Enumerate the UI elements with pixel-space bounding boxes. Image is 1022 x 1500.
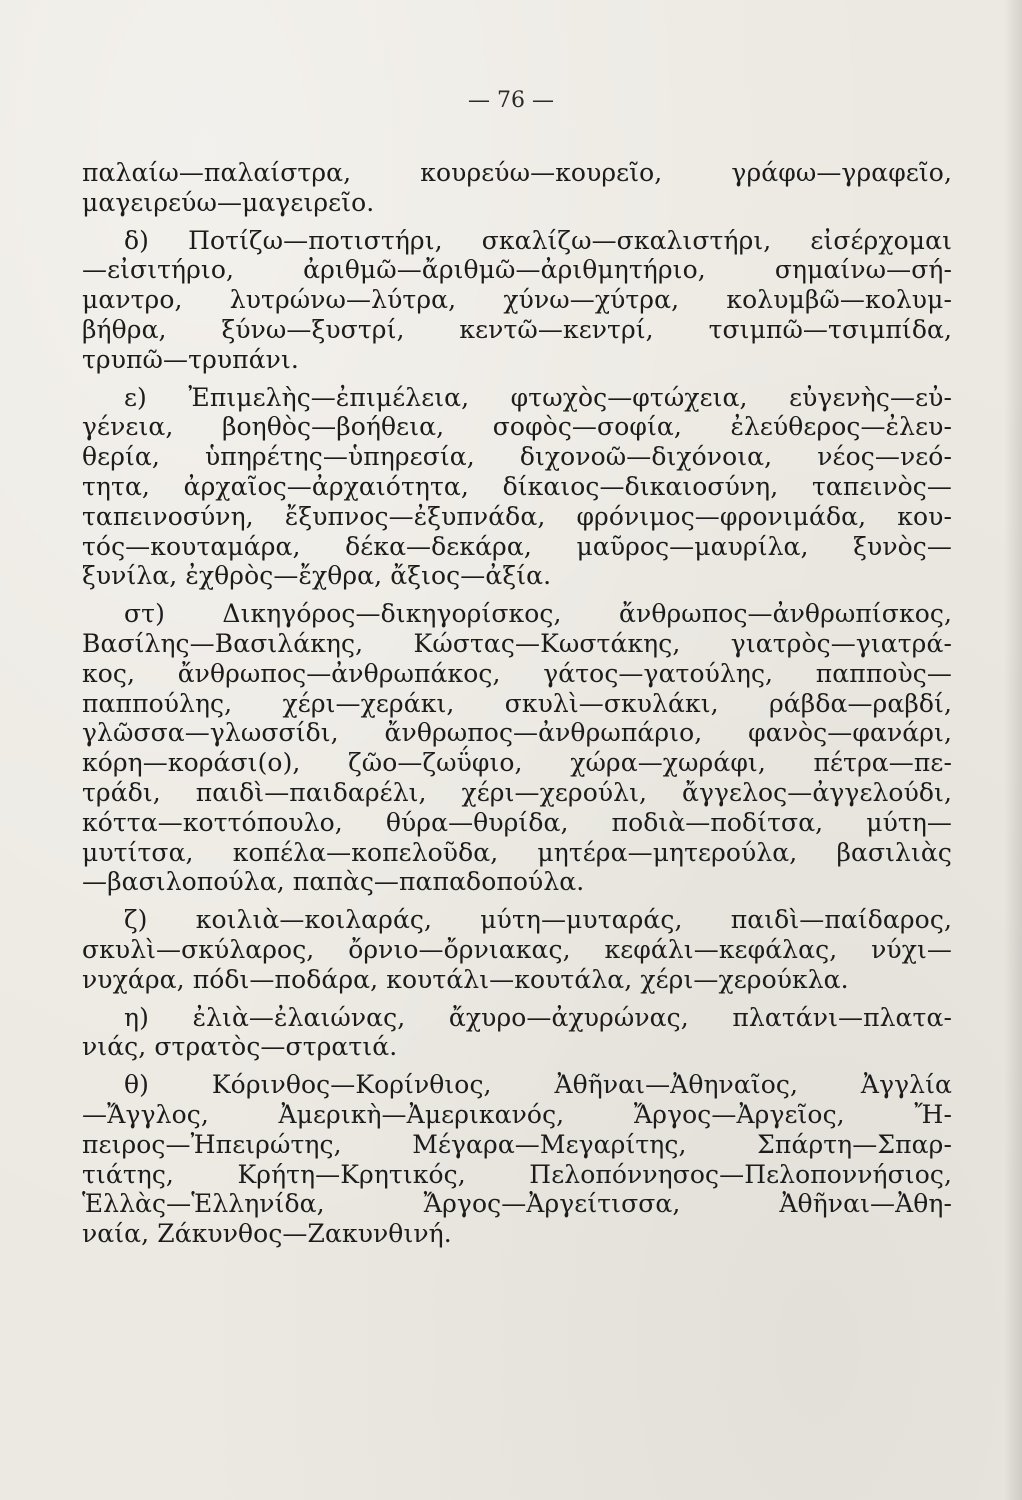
- text-line: —εἰσιτήριο, ἀριθμῶ—ἄριθμῶ—ἀριθμητήριο, σημαίνω—σή-: [82, 255, 952, 285]
- paragraph-zeta: [82, 905, 952, 994]
- text-line: κος, ἄνθρωπος—ἀνθρωπάκος, γάτος—γατούλης, παπποὺς—: [82, 658, 952, 688]
- text-line: κόρη—κοράσι(ο), ζῶο—ζωΰφιο, χώρα—χωράφι, πέτρα—πε-: [82, 748, 952, 778]
- text-line: γλῶσσα—γλωσσίδι, ἄνθρωπος—ἀνθρωπάριο, φανὸς—φανάρι,: [82, 718, 952, 748]
- paragraph-eta: [82, 1003, 952, 1063]
- text-line: ζ) κοιλιὰ—κοιλαράς, μύτη—μυταράς, παιδὶ—παίδαρος,: [124, 905, 952, 935]
- text-line: παππούλης, χέρι—χεράκι, σκυλὶ—σκυλάκι, ράβδα—ραβδί,: [82, 688, 952, 718]
- text-line: παλαίω—παλαίστρα, κουρεύω—κουρεῖο, γράφω—γραφεῖο,: [82, 158, 952, 187]
- text-line: τητα, ἀρχαῖος—ἀρχαιότητα, δίκαιος—δικαιοσύνη, ταπεινὸς—: [82, 471, 952, 501]
- text-line: μαντρο, λυτρώνω—λύτρα, χύνω—χύτρα, κολυμβῶ—κολυμ-: [82, 285, 952, 315]
- text-line: νυχάρα, πόδι—ποδάρα, κουτάλι—κουτάλα, χέρι—χερούκλα.: [82, 964, 849, 994]
- text-line: βήθρα, ξύνω—ξυστρί, κεντῶ—κεντρί, τσιμπῶ—τσιμπίδα,: [82, 314, 952, 344]
- text-line: μαγειρεύω—μαγειρεῖο.: [82, 187, 375, 217]
- text-line: η) ἐλιὰ—ἐλαιώνας, ἄχυρο—ἀχυρώνας, πλατάνι—πλατα-: [124, 1002, 952, 1032]
- paragraph-theta: [82, 1070, 952, 1249]
- text-line: τιάτης, Κρήτη—Κρητικός, Πελοπόννησος—Πελοποννήσιος,: [82, 1159, 952, 1189]
- paragraph-delta: [82, 226, 952, 375]
- text-line: στ) Δικηγόρος—δικηγορίσκος, ἄνθρωπος—ἀνθρωπίσκος,: [124, 599, 952, 629]
- paragraph-stigma: [82, 599, 952, 897]
- text-line: γένεια, βοηθὸς—βοήθεια, σοφὸς—σοφία, ἐλεύθερος—ἐλευ-: [82, 412, 952, 442]
- text-line: δ) Ποτίζω—ποτιστήρι, σκαλίζω—σκαλιστήρι, εἰσέρχομαι: [124, 225, 952, 255]
- paragraph-epsilon: [82, 383, 952, 592]
- page-number: — 76 —: [468, 88, 554, 113]
- text-line: κόττα—κοττόπουλο, θύρα—θυρίδα, ποδιὰ—ποδίτσα, μύτη—: [82, 807, 952, 837]
- text-line: νιάς, στρατὸς—στρατιά.: [82, 1032, 398, 1062]
- text-line: —Ἄγγλος, Ἀμερικὴ—Ἀμερικανός, Ἄργος—Ἀργεῖος, Ἤ-: [82, 1099, 952, 1129]
- text-line: ταπεινοσύνη, ἔξυπνος—ἐξυπνάδα, φρόνιμος—φρονιμάδα, κου-: [82, 501, 952, 531]
- text-line: ναία, Ζάκυνθος—Ζακυνθινή.: [82, 1219, 452, 1249]
- text-line: Ἑλλὰς—Ἑλληνίδα, Ἄργος—Ἀργείτισσα, Ἀθῆναι—Ἀθη-: [82, 1189, 952, 1219]
- text-line: μυτίτσα, κοπέλα—κοπελοῦδα, μητέρα—μητερούλα, βασιλιὰς: [82, 837, 952, 867]
- text-line: ε) Ἐπιμελὴς—ἐπιμέλεια, φτωχὸς—φτώχεια, εὐγενὴς—εὐ-: [124, 382, 952, 412]
- text-line: θ) Κόρινθος—Κορίνθιος, Ἀθῆναι—Ἀθηναῖος, Ἀγγλία: [124, 1070, 952, 1100]
- text-line: ξυνίλα, ἐχθρὸς—ἔχθρα, ἄξιος—ἀξία.: [82, 561, 552, 591]
- text-line: τρυπῶ—τρυπάνι.: [82, 344, 299, 374]
- text-line: πειρος—Ἠπειρώτης, Μέγαρα—Μεγαρίτης, Σπάρτη—Σπαρ-: [82, 1129, 952, 1159]
- page-edge-shadow: [1004, 0, 1022, 1500]
- text-line: τός—κουταμάρα, δέκα—δεκάρα, μαῦρος—μαυρίλα, ξυνὸς—: [82, 531, 952, 561]
- paragraph-continuation: [82, 158, 952, 218]
- text-line: τράδι, παιδὶ—παιδαρέλι, χέρι—χερούλι, ἄγγελος—ἀγγελούδι,: [82, 777, 952, 807]
- text-line: —βασιλοπούλα, παπὰς—παπαδοπούλα.: [82, 867, 585, 897]
- text-line: θερία, ὑπηρέτης—ὑπηρεσία, διχονοῶ—διχόνοια, νέος—νεό-: [82, 442, 952, 472]
- text-line: Βασίλης—Βασιλάκης, Κώστας—Κωστάκης, γιατρὸς—γιατρά-: [82, 628, 952, 658]
- text-line: σκυλὶ—σκύλαρος, ὄρνιο—ὄρνιακας, κεφάλι—κεφάλας, νύχι—: [82, 934, 952, 964]
- body-text: [82, 158, 952, 1249]
